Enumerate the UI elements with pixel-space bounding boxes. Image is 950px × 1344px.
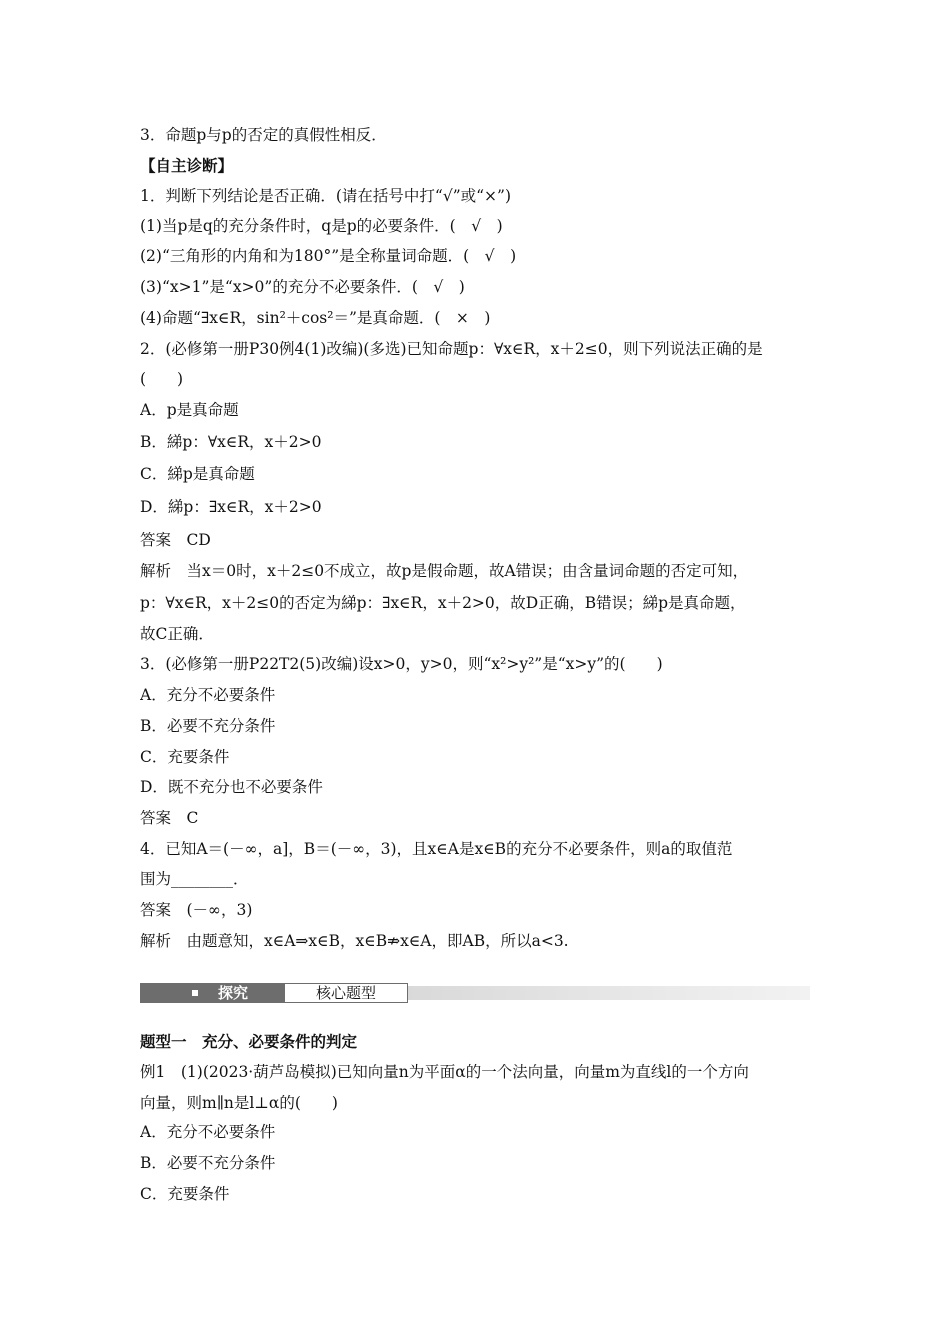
option-line: A．充分不必要条件 xyxy=(140,1123,276,1141)
text-line: (1)当p是q的充分条件时，q是p的必要条件．( √ ) xyxy=(140,217,503,235)
text-line: (2)“三角形的内角和为180°”是全称量词命题．( √ ) xyxy=(140,247,517,265)
text-line: 3．(必修第一册P22T2(5)改编)设x>0，y>0，则“x²>y²”是“x>y”的( ) xyxy=(140,655,663,673)
text-line: (4)命题“∃x∈R，sin²＋cos²＝”是真命题．( × ) xyxy=(140,309,491,327)
option-line: D．既不充分也不必要条件 xyxy=(140,778,323,796)
text-line: 2．(必修第一册P30例4(1)改编)(多选)已知命题p：∀x∈R，x＋2≤0，则下列说法正确的是 xyxy=(140,340,763,358)
banner-left-label: 探究 xyxy=(218,984,249,1002)
analysis-line: p：∀x∈R，x＋2≤0的否定为綈p：∃x∈R，x＋2>0，故D正确，B错误；綈p是真命题， xyxy=(140,594,746,612)
option-line: C．充要条件 xyxy=(140,748,230,766)
option-line: A．p是真命题 xyxy=(140,401,239,419)
option-line: B．綈p：∀x∈R，x＋2>0 xyxy=(140,433,322,451)
text-line: 4．已知A＝(－∞，a]，B＝(－∞，3)，且x∈A是x∈B的充分不必要条件，则a的取值范 xyxy=(140,840,733,858)
banner-left xyxy=(140,983,284,1003)
section-heading: 【自主诊断】 xyxy=(140,157,234,175)
option-line: C．充要条件 xyxy=(140,1185,230,1203)
option-line: C．綈p是真命题 xyxy=(140,465,255,483)
option-line: B．必要不充分条件 xyxy=(140,717,276,735)
answer-line: 答案 CD xyxy=(140,531,211,549)
section-banner xyxy=(140,980,810,1006)
banner-right-label: 核心题型 xyxy=(284,983,408,1003)
option-line: D．綈p：∃x∈R，x＋2>0 xyxy=(140,498,322,516)
answer-line: 答案 (－∞，3) xyxy=(140,901,253,919)
square-icon xyxy=(192,990,198,996)
text-line: 向量，则m∥n是l⊥α的( ) xyxy=(140,1094,338,1112)
question-type-heading: 题型一 充分、必要条件的判定 xyxy=(140,1033,358,1051)
option-line: B．必要不充分条件 xyxy=(140,1154,276,1172)
analysis-line: 故C正确． xyxy=(140,625,214,643)
option-line: A．充分不必要条件 xyxy=(140,686,276,704)
text-line: 3．命题p与p的否定的真假性相反． xyxy=(140,126,387,144)
analysis-line: 解析 由题意知，x∈A⇒x∈B，x∈B⇏x∈A，即AB，所以a<3. xyxy=(140,932,569,950)
answer-line: 答案 C xyxy=(140,809,199,827)
text-line: 围为________． xyxy=(140,870,249,888)
analysis-line: 解析 当x＝0时，x＋2≤0不成立，故p是假命题，故A错误；由含量词命题的否定可知， xyxy=(140,562,749,580)
text-line: (3)“x>1”是“x>0”的充分不必要条件．( √ ) xyxy=(140,278,465,296)
text-line: 1．判断下列结论是否正确．(请在括号中打“√”或“×”) xyxy=(140,187,512,205)
text-line: ( ) xyxy=(140,370,184,388)
text-line: 例1 (1)(2023·葫芦岛模拟)已知向量n为平面α的一个法向量，向量m为直线l的一个方向 xyxy=(140,1063,749,1081)
